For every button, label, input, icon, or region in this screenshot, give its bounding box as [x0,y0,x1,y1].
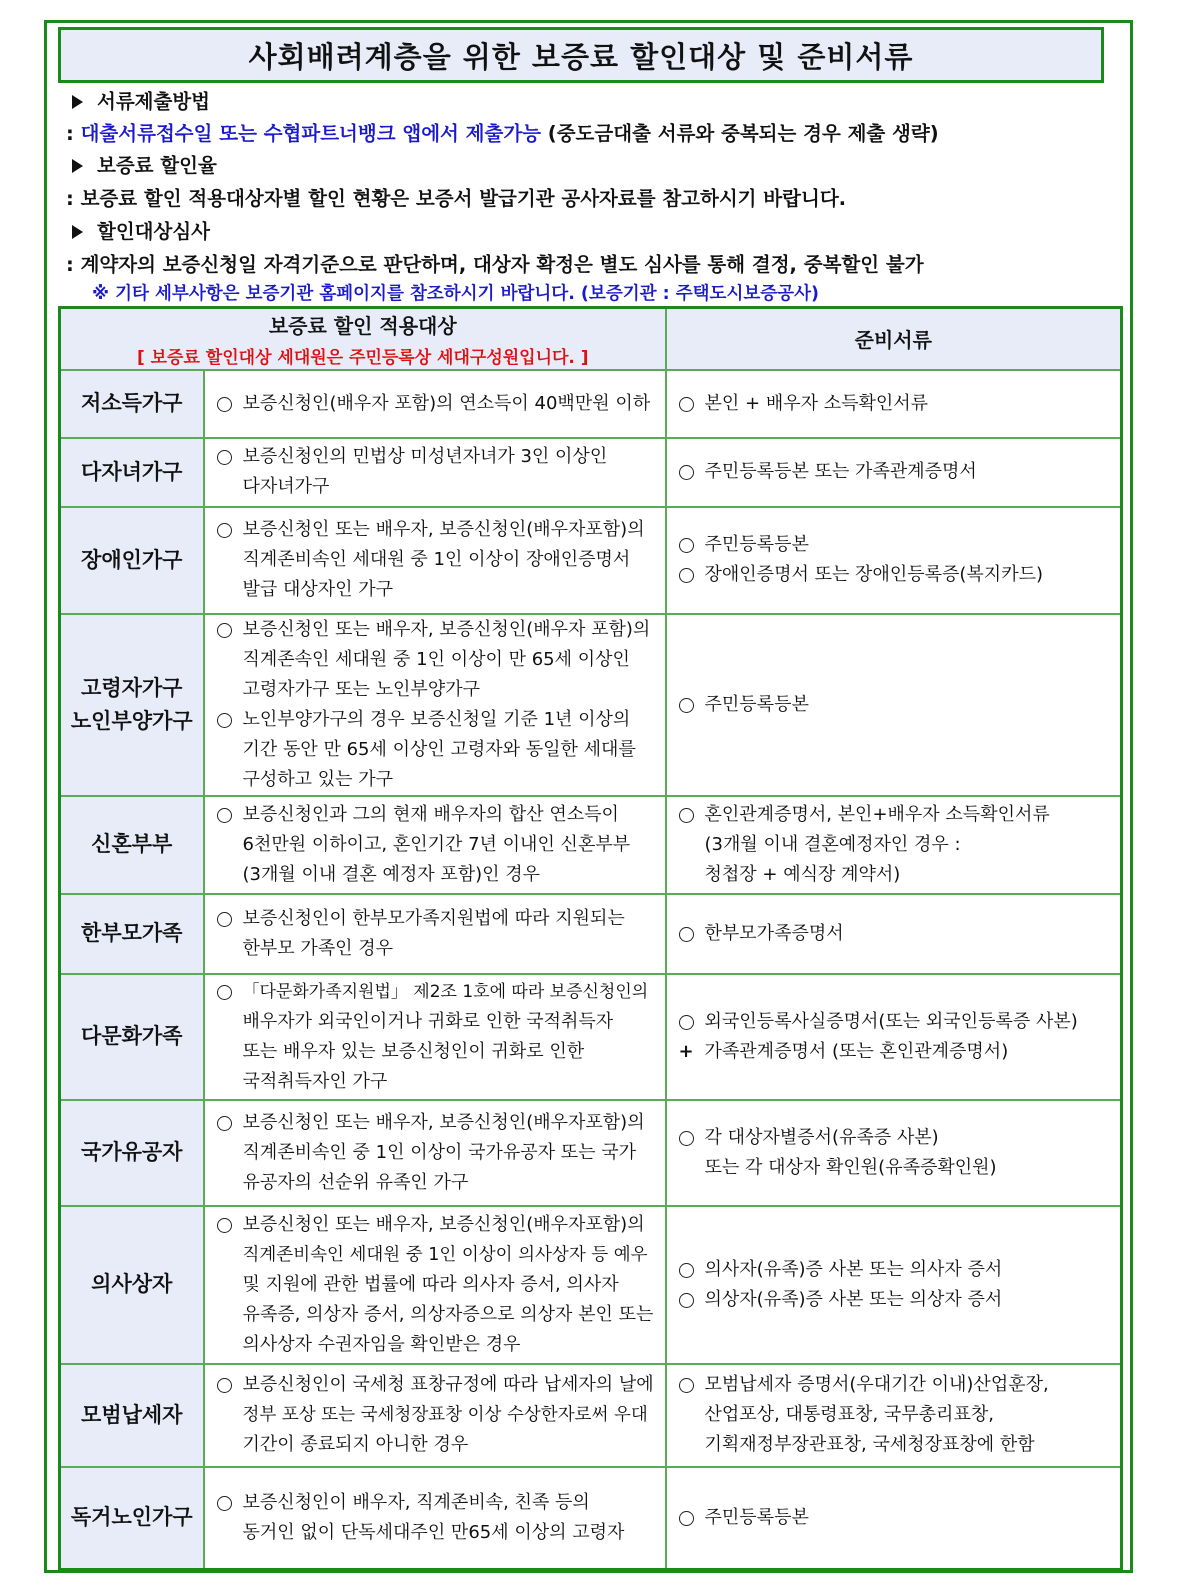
category-label: 고령자가구 [81,675,183,700]
circle-bullet-icon [679,808,694,823]
circle-bullet-icon [217,713,232,728]
circle-bullet-icon [217,912,232,927]
document-line: 외국인등록사실증명서(또는 외국인등록증 사본) [704,1010,1078,1032]
colon-prefix: : [66,122,81,145]
condition-line: 보증신청인이 국세청 표창규정에 따라 납세자의 날에 [242,1374,654,1395]
header-docs: 준비서류 [666,308,1122,370]
condition-item [217,1488,657,1548]
condition-line: 또는 배우자 있는 보증신청인이 귀화로 인한 [242,1040,585,1062]
category-cell [60,894,204,974]
triangle-bullet-icon [72,95,83,109]
header-target [60,308,666,370]
section-text-rate: : 보증료 할인 적용대상자별 할인 현황은 보증서 발급기관 공사자료를 참고하시기 바랍니다. [66,187,847,210]
condition-line: 노인부양가구의 경우 보증신청일 기준 1년 이상의 [242,708,631,730]
condition-line: 동거인 없이 단독세대주인 만65세 이상의 고령자 [242,1521,625,1543]
section-heading-text: 할인대상심사 [97,220,211,243]
condition-item [217,1370,657,1460]
condition-line: 기간이 종료되지 아니한 경우 [242,1434,469,1455]
table-row [60,507,1122,614]
condition-cell [204,507,666,614]
condition-line: 보증신청인 또는 배우자, 보증신청인(배우자포함)의 [242,1213,645,1235]
page-title: 사회배려계층을 위한 보증료 할인대상 및 준비서류 [248,39,914,74]
document-item [679,1007,1113,1037]
table-row [60,894,1122,974]
table-row [60,438,1122,507]
condition-line: 정부 포상 또는 국세청장표창 이상 수상한자로써 우대 [242,1405,648,1425]
circle-bullet-icon [679,397,694,412]
category-label: 독거노인가구 [70,1505,193,1530]
category-label: 다자녀가구 [81,459,183,484]
plus-icon: + [678,1040,694,1062]
triangle-bullet-icon [72,225,83,239]
document-item [679,457,1113,487]
condition-line: 보증신청인 또는 배우자, 보증신청인(배우자포함)의 [242,519,645,540]
document-line: 한부모가족증명서 [704,922,844,944]
circle-bullet-icon [217,623,232,638]
circle-bullet-icon [679,698,694,713]
condition-item [217,389,657,419]
condition-line: (3개월 이내 결혼 예정자 포함)인 경우 [242,863,541,885]
category-label: 저소득가구 [81,391,183,415]
category-label: 다문화가족 [81,1024,183,1048]
document-line: 산업포상, 대통령표창, 국무총리표창, [704,1404,994,1425]
document-item [679,389,1113,419]
section-text-review: : 계약자의 보증신청일 자격기준으로 판단하며, 대상자 확정은 별도 심사를 통해 결정, 중복할인 불가 [66,253,924,276]
document-line: 또는 각 대상자 확인원(유족증확인원) [704,1156,997,1178]
condition-cell [204,438,666,507]
documents-cell [666,1206,1122,1364]
condition-line: 국적취득자인 가구 [242,1070,388,1092]
documents-cell [666,894,1122,974]
circle-bullet-icon [217,450,232,465]
table-body [60,370,1122,1570]
condition-cell [204,614,666,796]
reference-note: ※ 기타 세부사항은 보증기관 홈페이지를 참조하시기 바랍니다. (보증기관 : 주택도시보증공사) [92,284,819,304]
circle-bullet-icon [679,465,694,480]
table-row [60,370,1122,438]
document-line: 혼인관계증명서, 본인+배우자 소득확인서류 [704,803,1050,825]
documents-cell [666,370,1122,438]
table-row [60,614,1122,796]
documents-cell [666,1364,1122,1467]
condition-line: 배우자가 외국인이거나 귀화로 인한 국적취득자 [242,1010,614,1032]
circle-bullet-icon [217,1218,232,1233]
document-item [679,560,1113,590]
document-line: 주민등록등본 [704,1506,809,1528]
document-item [679,1370,1113,1460]
condition-line: 직계존비속인 세대원 중 1인 이상이 의사상자 등 예우 [242,1244,648,1265]
circle-bullet-icon [217,808,232,823]
category-cell [60,796,204,894]
category-cell [60,507,204,614]
circle-bullet-icon [679,1015,694,1030]
header-target-label: 보증료 할인 적용대상 [268,313,457,338]
discount-target-table [58,306,1123,1571]
condition-line: 직계존속인 세대원 중 1인 이상이 만 65세 이상인 [242,648,630,670]
category-cell [60,438,204,507]
condition-line: 유족증, 의상자 증서, 의상자증으로 의상자 본인 또는 [242,1303,654,1325]
circle-bullet-icon [679,568,694,583]
document-item [679,1503,1113,1533]
condition-line: 보증신청인 또는 배우자, 보증신청인(배우자포함)의 [242,1111,645,1133]
table-row [60,796,1122,894]
documents-cell [666,1100,1122,1206]
documents-cell [666,796,1122,894]
circle-bullet-icon [679,1378,694,1393]
category-cell [60,1467,204,1570]
condition-cell [204,894,666,974]
document-item [679,800,1113,890]
condition-line: 직계존비속인 세대원 중 1인 이상이 장애인증명서 [242,549,631,570]
table-header-row [60,308,1122,370]
circle-bullet-icon [217,1378,232,1393]
document-item [679,690,1113,720]
condition-item [217,977,657,1097]
document-line: 의사자(유족)증 사본 또는 의사자 증서 [704,1258,1003,1280]
condition-line: 다자녀가구 [242,476,330,497]
condition-cell [204,796,666,894]
condition-item [217,1108,657,1198]
document-item [679,1037,1113,1067]
document-line: 장애인증명서 또는 장애인등록증(복지카드) [704,564,1043,585]
category-label: 신혼부부 [91,832,173,856]
title-banner [58,27,1104,83]
circle-bullet-icon [217,523,232,538]
condition-line: 보증신청인이 배우자, 직계존비속, 친족 등의 [242,1491,590,1513]
circle-bullet-icon [217,1116,232,1131]
category-cell [60,370,204,438]
condition-cell [204,370,666,438]
circle-bullet-icon [679,538,694,553]
category-label: 모범납세자 [81,1402,183,1427]
circle-bullet-icon [217,1496,232,1511]
documents-cell [666,974,1122,1100]
circle-bullet-icon [679,1511,694,1526]
condition-line: 의사상자 수권자임을 확인받은 경우 [242,1333,521,1355]
condition-cell [204,1100,666,1206]
condition-cell [204,1467,666,1570]
circle-bullet-icon [217,985,232,1000]
condition-line: 보증신청인(배우자 포함)의 연소득이 40백만원 이하 [242,392,651,414]
documents-cell [666,614,1122,796]
condition-line: 보증신청인이 한부모가족지원법에 따라 지원되는 [242,907,625,929]
documents-cell [666,438,1122,507]
condition-line: 기간 동안 만 65세 이상인 고령자와 동일한 세대를 [242,738,636,760]
table-row [60,1467,1122,1570]
condition-line: 직계존비속인 중 1인 이상이 국가유공자 또는 국가 [242,1141,637,1163]
section-heading-text: 보증료 할인율 [97,154,217,177]
condition-line: 고령자가구 또는 노인부양가구 [242,678,480,700]
condition-cell [204,1206,666,1364]
circle-bullet-icon [217,397,232,412]
category-label: 의사상자 [91,1272,173,1296]
section-heading-rate [72,150,217,178]
document-item [679,530,1113,560]
document-line: 본인 + 배우자 소득확인서류 [704,392,929,414]
condition-line: 6천만원 이하이고, 혼인기간 7년 이내인 신혼부부 [242,833,631,855]
table-row [60,974,1122,1100]
category-cell [60,1100,204,1206]
category-label: 국가유공자 [81,1140,183,1164]
section-heading-submit [72,86,210,114]
condition-line: 및 지원에 관한 법률에 따라 의사자 증서, 의사자 [242,1273,619,1295]
document-line: (3개월 이내 결혼예정자인 경우 : [704,833,961,855]
document-item [679,1285,1113,1315]
document-item [679,1255,1113,1285]
document-line: 가족관계증명서 (또는 혼인관계증명서) [704,1040,1009,1062]
condition-item [217,904,657,964]
document-item [679,919,1113,949]
condition-line: 보증신청인의 민법상 미성년자녀가 3인 이상인 [242,446,608,467]
header-target-note: [ 보증료 할인대상 세대원은 주민등록상 세대구성원입니다. ] [136,347,589,368]
circle-bullet-icon [679,927,694,942]
condition-item [217,705,657,795]
condition-item [217,1210,657,1360]
submit-method-note: (중도금대출 서류와 중복되는 경우 제출 생략) [541,122,939,145]
documents-cell [666,507,1122,614]
table-row [60,1100,1122,1206]
category-cell [60,1206,204,1364]
condition-cell [204,1364,666,1467]
category-label: 한부모가족 [81,921,183,945]
document-line: 주민등록등본 [704,693,809,715]
category-cell [60,974,204,1100]
submit-method-text: 대출서류접수일 또는 수협파트너뱅크 앱에서 제출가능 [80,122,542,145]
section-text-submit [66,118,939,146]
condition-item [217,442,657,502]
category-cell [60,1364,204,1467]
document-line: 의상자(유족)증 사본 또는 의상자 증서 [704,1288,1003,1310]
condition-line: 보증신청인과 그의 현재 배우자의 합산 연소득이 [242,803,619,825]
condition-line: 「다문화가족지원법」 제2조 1호에 따라 보증신청인의 [242,981,649,1002]
document-item [679,1123,1113,1183]
condition-line: 한부모 가족인 경우 [242,937,394,959]
condition-cell [204,974,666,1100]
category-cell [60,614,204,796]
condition-line: 보증신청인 또는 배우자, 보증신청인(배우자 포함)의 [242,618,651,640]
table-row [60,1206,1122,1364]
condition-item [217,800,657,890]
section-heading-text: 서류제출방법 [97,90,211,113]
condition-line: 발급 대상자인 가구 [242,579,394,600]
circle-bullet-icon [679,1131,694,1146]
table-row [60,1364,1122,1467]
condition-line: 구성하고 있는 가구 [242,768,394,790]
condition-item [217,515,657,605]
section-heading-review [72,216,210,244]
category-label: 장애인가구 [81,547,183,572]
documents-cell [666,1467,1122,1570]
category-label: 노인부양가구 [70,708,193,733]
document-line: 모범납세자 증명서(우대기간 이내)산업훈장, [704,1374,1049,1395]
document-line: 주민등록등본 또는 가족관계증명서 [704,461,977,482]
circle-bullet-icon [679,1293,694,1308]
condition-item [217,615,657,705]
document-line: 청첩장 + 예식장 계약서) [704,863,901,885]
document-line: 기획재정부장관표창, 국세청장표창에 한함 [704,1434,1035,1455]
document-line: 각 대상자별증서(유족증 사본) [704,1126,939,1148]
triangle-bullet-icon [72,159,83,173]
circle-bullet-icon [679,1263,694,1278]
condition-line: 유공자의 선순위 유족인 가구 [242,1171,469,1193]
document-line: 주민등록등본 [704,534,809,555]
